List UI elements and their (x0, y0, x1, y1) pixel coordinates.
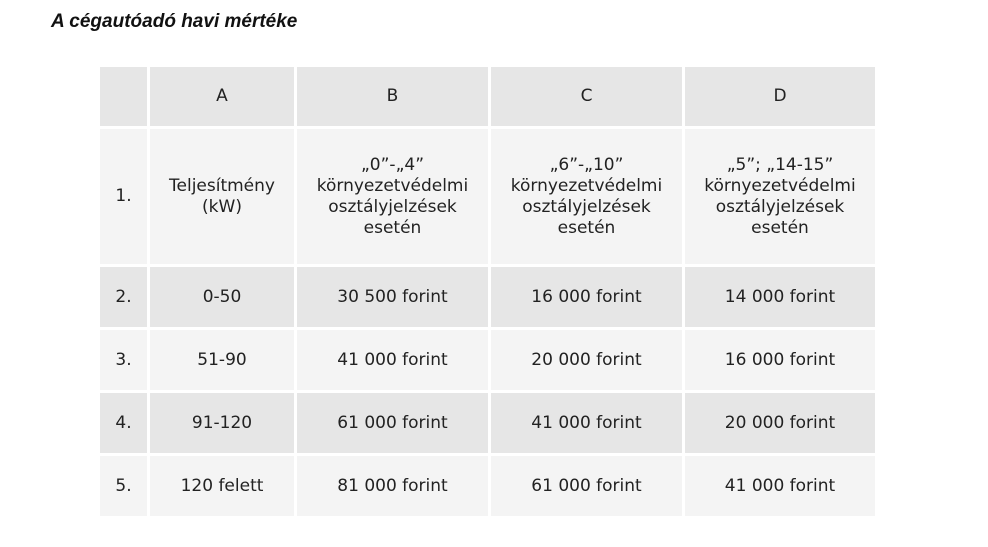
cell-line: „5”; „14-15” (726, 154, 834, 175)
cell-line: esetén (363, 217, 422, 238)
column-description-d (685, 129, 875, 264)
cell-line: esetén (751, 217, 809, 238)
cell-line: környezetvédelmi (704, 175, 856, 196)
rate-cell-d: 20 000 forint (685, 393, 875, 453)
cell-line: esetén (557, 217, 616, 238)
cell-line: osztályjelzések (715, 196, 845, 217)
cell-line: környezetvédelmi (316, 175, 469, 196)
rate-cell-d: 41 000 forint (685, 456, 875, 516)
rate-cell-c: 16 000 forint (491, 267, 682, 327)
cell-line: osztályjelzések (328, 196, 457, 217)
power-range-cell: 51-90 (150, 330, 294, 390)
rate-cell-b: 41 000 forint (297, 330, 488, 390)
table-row (100, 393, 875, 453)
power-range-cell: 0-50 (150, 267, 294, 327)
cell-line: (kW) (202, 196, 242, 217)
rate-cell-b: 61 000 forint (297, 393, 488, 453)
rate-cell-b: 81 000 forint (297, 456, 488, 516)
rate-cell-c: 20 000 forint (491, 330, 682, 390)
rate-cell-d: 14 000 forint (685, 267, 875, 327)
column-description-a (150, 129, 294, 264)
row-number: 3. (100, 330, 147, 390)
cell-line: „6”-„10” (549, 154, 624, 175)
row-number: 5. (100, 456, 147, 516)
header-cell-c: C (491, 67, 682, 126)
row-number: 1. (100, 129, 147, 264)
rate-cell-b: 30 500 forint (297, 267, 488, 327)
power-range-cell: 120 felett (150, 456, 294, 516)
table-header-row (100, 67, 875, 126)
cell-line: „0”-„4” (361, 154, 424, 175)
rate-cell-c: 41 000 forint (491, 393, 682, 453)
cell-line: osztályjelzések (522, 196, 651, 217)
tax-rate-table (97, 64, 878, 519)
rate-cell-d: 16 000 forint (685, 330, 875, 390)
header-cell-a: A (150, 67, 294, 126)
header-cell-b: B (297, 67, 488, 126)
row-number: 2. (100, 267, 147, 327)
header-cell-d: D (685, 67, 875, 126)
header-cell-empty (100, 67, 147, 126)
cell-line: környezetvédelmi (510, 175, 663, 196)
cell-line: Teljesítmény (169, 175, 275, 196)
table-row (100, 456, 875, 516)
table-row (100, 330, 875, 390)
rate-cell-c: 61 000 forint (491, 456, 682, 516)
column-description-b (297, 129, 488, 264)
page-title: A cégautóadó havi mértéke (51, 11, 298, 32)
power-range-cell: 91-120 (150, 393, 294, 453)
column-description-c (491, 129, 682, 264)
table-row (100, 129, 875, 264)
table-row (100, 267, 875, 327)
row-number: 4. (100, 393, 147, 453)
